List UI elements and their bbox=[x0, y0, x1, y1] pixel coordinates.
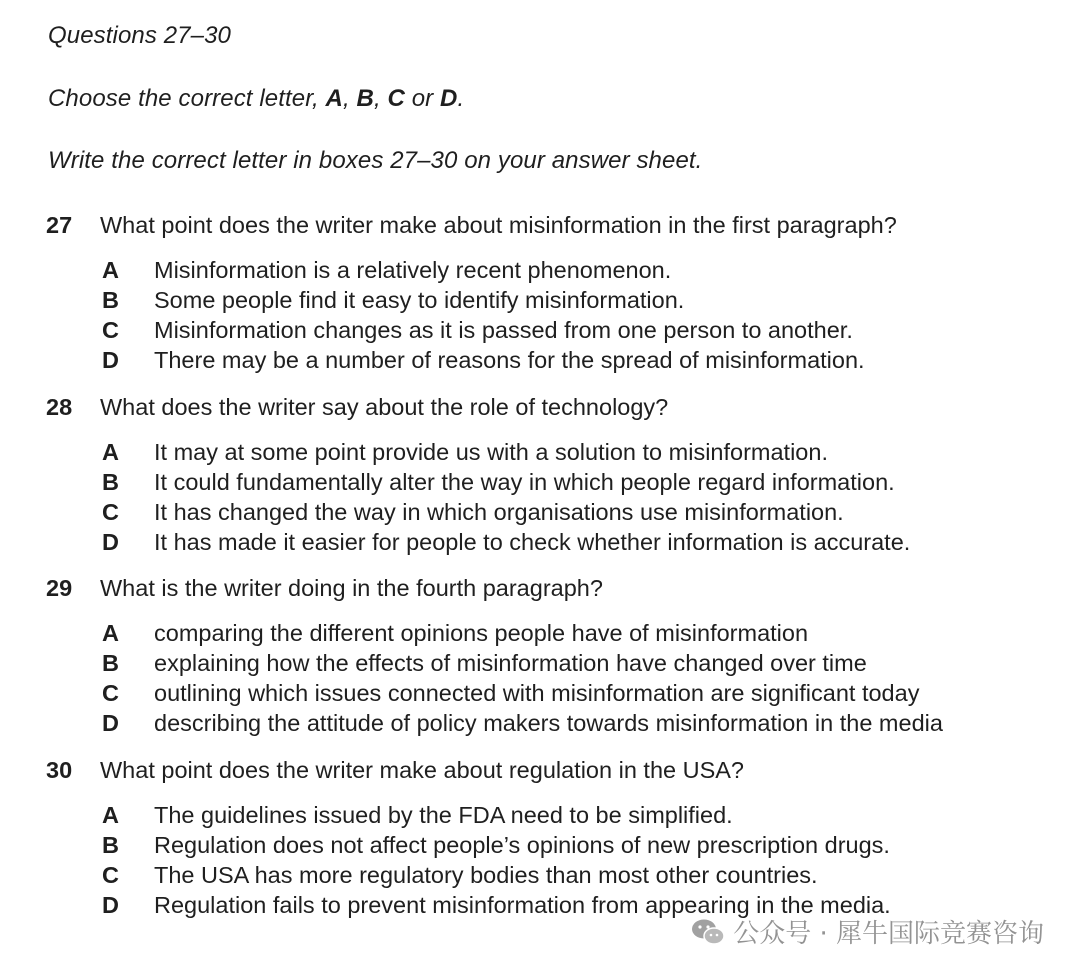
option-list bbox=[102, 257, 1046, 377]
option-letter: B bbox=[102, 832, 119, 858]
watermark bbox=[691, 913, 1044, 950]
option-letter: A bbox=[102, 257, 119, 283]
option-letter: A bbox=[102, 439, 119, 465]
option-list bbox=[102, 802, 1046, 922]
option-letter: C bbox=[102, 680, 119, 706]
option-text: The USA has more regulatory bodies than most other countries. bbox=[154, 862, 818, 888]
option-text: It could fundamentally alter the way in which people regard information. bbox=[154, 469, 895, 495]
letter-b: B bbox=[356, 85, 374, 112]
option-b bbox=[102, 650, 1046, 680]
wechat-icon bbox=[691, 918, 725, 946]
question-text: What point does the writer make about misinformation in the first paragraph? bbox=[100, 212, 897, 238]
watermark-text: 公众号 · 犀牛国际竞赛咨询 bbox=[733, 919, 1044, 949]
letter-d: D bbox=[440, 85, 458, 112]
question-29 bbox=[46, 575, 1046, 740]
question-text: What is the writer doing in the fourth paragraph? bbox=[100, 575, 603, 601]
option-letter: A bbox=[102, 620, 119, 646]
instruction-prefix: Choose the correct letter, bbox=[48, 85, 326, 112]
letter-c: C bbox=[387, 85, 405, 112]
option-letter: C bbox=[102, 317, 119, 343]
option-letter: B bbox=[102, 469, 119, 495]
option-d bbox=[102, 347, 1046, 377]
option-letter: D bbox=[102, 529, 119, 555]
period: . bbox=[457, 85, 465, 112]
option-letter: C bbox=[102, 499, 119, 525]
question-number: 27 bbox=[46, 212, 73, 238]
option-text: describing the attitude of policy makers towards misinformation in the media bbox=[154, 710, 943, 736]
or-text: or bbox=[404, 85, 440, 112]
option-letter: A bbox=[102, 802, 119, 828]
question-30 bbox=[46, 757, 1046, 922]
option-c bbox=[102, 499, 1046, 529]
option-text: explaining how the effects of misinformation have changed over time bbox=[154, 650, 867, 676]
option-text: It has made it easier for people to check whether information is accurate. bbox=[154, 529, 911, 555]
option-letter: D bbox=[102, 347, 119, 373]
option-text: comparing the different opinions people have of misinformation bbox=[154, 620, 809, 646]
option-letter: D bbox=[102, 710, 119, 736]
question-text: What point does the writer make about regulation in the USA? bbox=[100, 757, 745, 783]
option-list bbox=[102, 439, 1046, 559]
option-d bbox=[102, 710, 1046, 740]
option-text: Some people find it easy to identify misinformation. bbox=[154, 287, 685, 313]
comma: , bbox=[373, 85, 388, 112]
option-letter: B bbox=[102, 287, 119, 313]
option-a bbox=[102, 439, 1046, 469]
question-text: What does the writer say about the role of technology? bbox=[100, 394, 669, 420]
option-d bbox=[102, 529, 1046, 559]
option-list bbox=[102, 620, 1046, 740]
question-27 bbox=[46, 212, 1046, 377]
option-b bbox=[102, 832, 1046, 862]
option-text: Misinformation changes as it is passed from one person to another. bbox=[154, 317, 853, 343]
section-title: Questions 27–30 bbox=[48, 22, 231, 49]
option-letter: C bbox=[102, 862, 119, 888]
option-text: outlining which issues connected with misinformation are significant today bbox=[154, 680, 920, 706]
question-28 bbox=[46, 394, 1046, 559]
question-number: 28 bbox=[46, 394, 73, 420]
option-c bbox=[102, 680, 1046, 710]
option-text: Misinformation is a relatively recent phenomenon. bbox=[154, 257, 672, 283]
comma: , bbox=[342, 85, 357, 112]
option-text: The guidelines issued by the FDA need to be simplified. bbox=[154, 802, 733, 828]
option-letter: D bbox=[102, 892, 119, 918]
instruction-choose bbox=[48, 85, 464, 113]
letter-a: A bbox=[325, 85, 343, 112]
option-letter: B bbox=[102, 650, 119, 676]
option-text: Regulation fails to prevent misinformation from appearing in the media. bbox=[154, 892, 891, 918]
option-text: Regulation does not affect people’s opinions of new prescription drugs. bbox=[154, 832, 890, 858]
option-b bbox=[102, 469, 1046, 499]
option-a bbox=[102, 620, 1046, 650]
option-text: It may at some point provide us with a solution to misinformation. bbox=[154, 439, 828, 465]
question-number: 29 bbox=[46, 575, 73, 601]
option-a bbox=[102, 257, 1046, 287]
instruction-write: Write the correct letter in boxes 27–30 on your answer sheet. bbox=[48, 147, 703, 174]
option-a bbox=[102, 802, 1046, 832]
option-c bbox=[102, 862, 1046, 892]
question-number: 30 bbox=[46, 757, 73, 783]
option-b bbox=[102, 287, 1046, 317]
option-c bbox=[102, 317, 1046, 347]
option-text: It has changed the way in which organisations use misinformation. bbox=[154, 499, 844, 525]
option-text: There may be a number of reasons for the spread of misinformation. bbox=[154, 347, 865, 373]
